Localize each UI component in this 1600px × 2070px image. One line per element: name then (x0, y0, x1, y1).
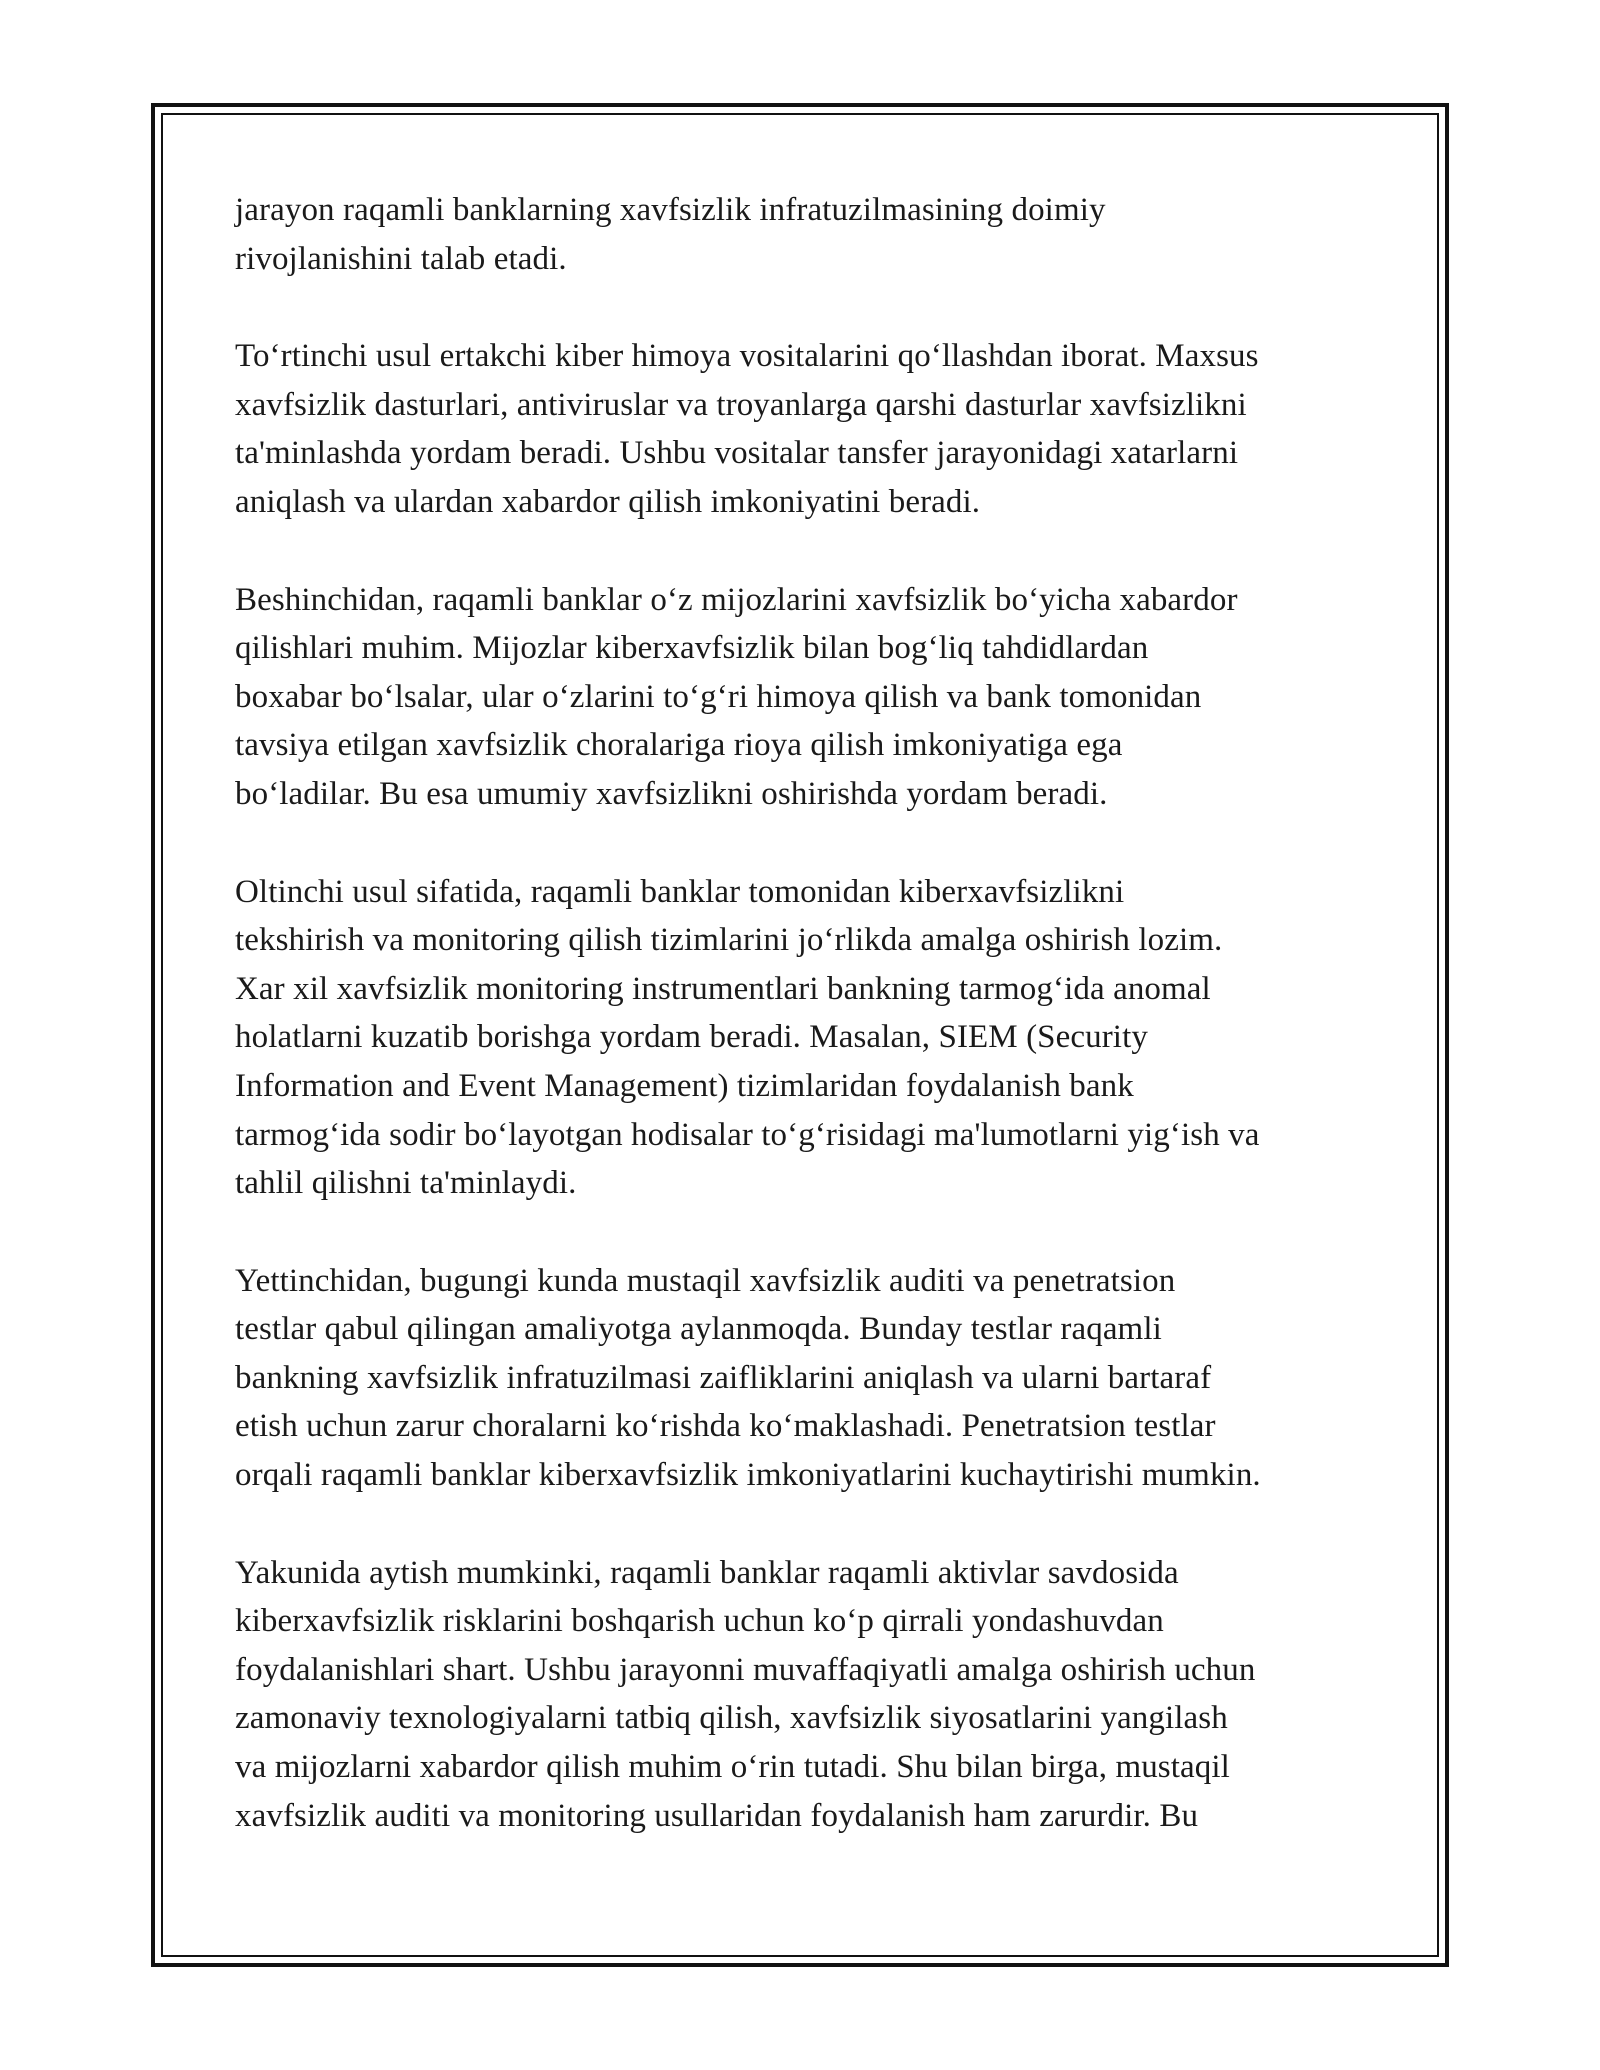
text-line: Oltinchi usul sifatida, raqamli banklar tomonidan kiberxavfsizlikni (235, 873, 1125, 910)
text-line: Information and Event Management) tizimlaridan foydalanish bank (235, 1067, 1134, 1104)
text-line: bo‘ladilar. Bu esa umumiy xavfsizlikni oshirishda yordam beradi. (235, 775, 1108, 812)
text-line: ta'minlashda yordam beradi. Ushbu vositalar tansfer jarayonidagi xatarlarni (235, 435, 1239, 472)
paragraph-4 (235, 868, 1395, 1208)
paragraph-3 (235, 576, 1395, 819)
text-line: rivojlanishini talab etadi. (235, 240, 567, 277)
text-line: qilishlari muhim. Mijozlar kiberxavfsizlik bilan bog‘liq tahdidlardan (235, 630, 1149, 667)
text-line: Yakunida aytish mumkinki, raqamli banklar raqamli aktivlar savdosida (235, 1554, 1179, 1591)
text-line: bankning xavfsizlik infratuzilmasi zaifliklarini aniqlash va ularni bartaraf (235, 1359, 1212, 1396)
document-body (235, 186, 1395, 1889)
text-line: To‘rtinchi usul ertakchi kiber himoya vositalarini qo‘llashdan iborat. Maxsus (235, 338, 1259, 375)
text-line: orqali raqamli banklar kiberxavfsizlik imkoniyatlarini kuchaytirishi mumkin. (235, 1457, 1261, 1494)
text-line: jarayon raqamli banklarning xavfsizlik infratuzilmasining doimiy (235, 192, 1106, 228)
text-line: boxabar bo‘lsalar, ular o‘zlarini to‘g‘ri himoya qilish va bank tomonidan (235, 678, 1202, 715)
text-line: aniqlash va ulardan xabardor qilish imkoniyatini beradi. (235, 483, 981, 520)
paragraph-5 (235, 1257, 1395, 1500)
text-line: zamonaviy texnologiyalarni tatbiq qilish, xavfsizlik siyosatlarini yangilash (235, 1700, 1228, 1737)
text-line: Xar xil xavfsizlik monitoring instrumentlari bankning tarmog‘ida anomal (235, 970, 1211, 1007)
text-line: va mijozlarni xabardor qilish muhim o‘rin tutadi. Shu bilan birga, mustaqil (235, 1749, 1230, 1786)
text-line: xavfsizlik dasturlari, antiviruslar va troyanlarga qarshi dasturlar xavfsizlikni (235, 386, 1247, 423)
text-line: holatlarni kuzatib borishga yordam beradi. Masalan, SIEM (Security (235, 1019, 1148, 1056)
text-line: tahlil qilishni ta'minlaydi. (235, 1165, 577, 1202)
text-line: testlar qabul qilingan amaliyotga aylanmoqda. Bunday testlar raqamli (235, 1311, 1162, 1348)
text-line: xavfsizlik auditi va monitoring usullaridan foydalanish ham zarurdir. Bu (235, 1797, 1199, 1834)
text-line: Yettinchidan, bugungi kunda mustaqil xavfsizlik auditi va penetratsion (235, 1262, 1176, 1299)
paragraph-1 (235, 186, 1395, 283)
text-line: etish uchun zarur choralarni ko‘rishda ko‘maklashadi. Penetratsion testlar (235, 1408, 1216, 1445)
paragraph-2 (235, 332, 1395, 526)
text-line: tekshirish va monitoring qilish tizimlarini jo‘rlikda amalga oshirish lozim. (235, 922, 1223, 959)
text-line: foydalanishlari shart. Ushbu jarayonni muvaffaqiyatli amalga oshirish uchun (235, 1651, 1256, 1688)
text-line: tavsiya etilgan xavfsizlik choralariga rioya qilish imkoniyatiga ega (235, 727, 1123, 764)
text-line: tarmog‘ida sodir bo‘layotgan hodisalar to‘g‘risidagi ma'lumotlarni yig‘ish va (235, 1116, 1260, 1153)
paragraph-6 (235, 1549, 1395, 1841)
text-line: Beshinchidan, raqamli banklar o‘z mijozlarini xavfsizlik bo‘yicha xabardor (235, 581, 1238, 618)
text-line: kiberxavfsizlik risklarini boshqarish uchun ko‘p qirrali yondashuvdan (235, 1603, 1164, 1640)
